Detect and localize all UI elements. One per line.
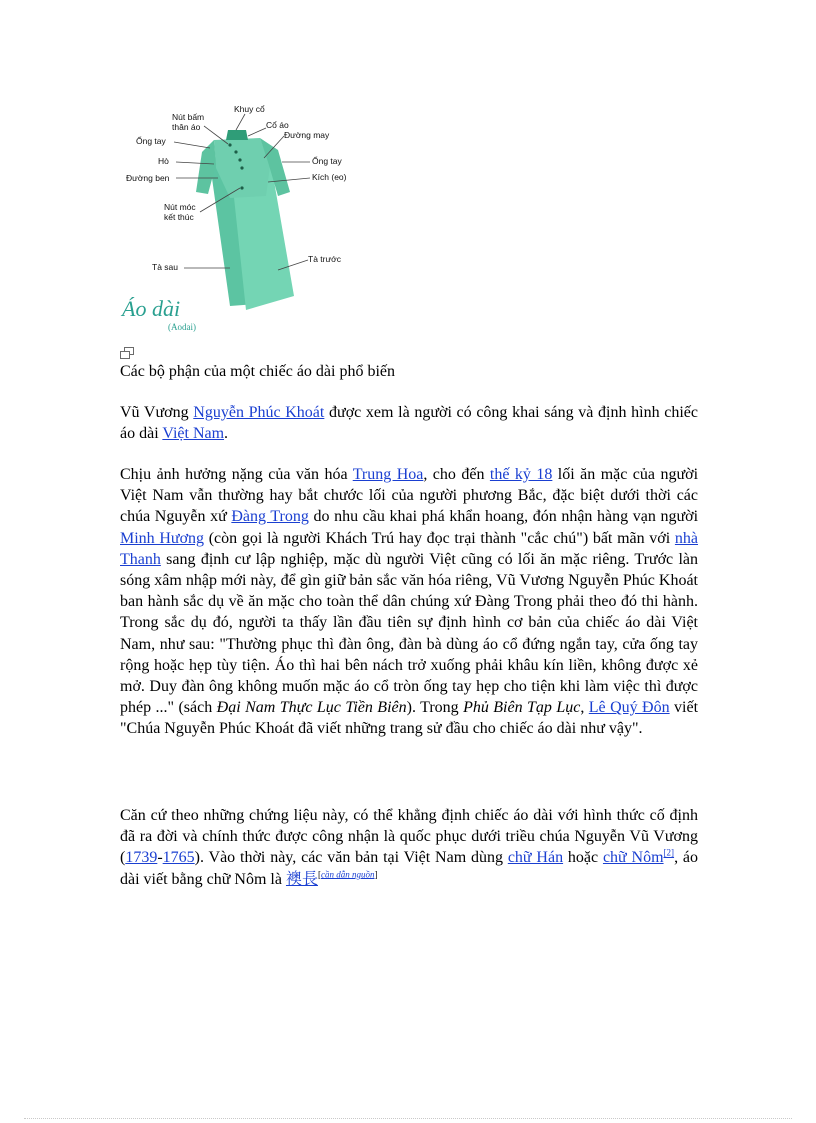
text-run: - [157,849,163,867]
paragraph-2 [120,464,698,740]
citation-needed-link[interactable]: cần dẫn nguồn [320,869,375,880]
label-ong-tay-right: Ống tay [312,156,342,166]
left-sleeve [196,140,216,194]
text-run: , cho đến [423,466,490,483]
text-run: do nhu cầu khai phá khẩn hoang, đón nhận hàng vạn người [308,508,699,526]
label-duong-may: Đường may [284,130,330,140]
text-run: Chịu ảnh hưởng nặng của văn hóa [120,466,353,483]
text-run: ). Vào thời này, các văn bản tại Việt Nam dùng [194,849,508,867]
label-ta-sau: Tà sau [152,262,178,272]
ao-dai-logo: Áo dài [122,296,181,321]
text-run: Vũ Vương [120,404,194,421]
figure-caption: Các bộ phận của một chiếc áo dài phổ biến [120,363,396,380]
ao-dai-diagram-svg [118,100,370,336]
link-viet-nam[interactable]: Việt Nam [162,425,225,443]
text-run: . [224,425,229,443]
link-1739[interactable]: 1739 [125,849,158,867]
text-run: hoặc [563,849,603,867]
label-nut-moc: Nút móc [164,202,196,212]
button-dot [240,166,243,169]
book-title: Đại Nam Thực Lục Tiền Biên [216,699,407,717]
leader-line [248,128,266,136]
label-ho: Hò [158,156,169,166]
label-duong-ben: Đường ben [126,173,170,183]
label-nut-bam: Nút bấm [172,112,205,122]
label-kich: Kích (eo) [312,172,347,182]
enlarge-icon[interactable] [120,347,134,359]
label-khuy-co: Khuy cổ [234,104,265,114]
text-run: viết "Chúa Nguyễn Phúc Khoát đã viết những trang sử đầu cho chiếc áo dài như vậy". [120,699,699,738]
book-title: Phủ Biên Tạp Lục [463,699,581,717]
link-chu-nom[interactable]: chữ Nôm [602,849,664,867]
button-dot [240,186,243,189]
text-run: sang định cư lập nghiệp, mặc dù người Việt cũng có lối ăn mặc riêng. Trước làn sóng xâm nhập mới này, để gìn giữ bản sắc văn hóa riêng, Vũ Vương Nguyễn Phúc Khoát ban hành sắc dụ về ăn mặc cho toàn thể dân chúng xứ Đàng Trong phải theo đó thi hành. Trong sắc dụ đó, người ta thấy lần đầu tiên sự định hình cơ bản của chiếc áo dài Việt Nam, như sau: "Thường phục thì đàn ông, đàn bà dùng áo cổ đứng ngắn tay, cửa ống tay rộng hoặc hẹp tùy tiện. Áo thì hai bên nách trở xuống phải khâu kín liền, không được xẻ mở. Duy đàn ông không muốn mặc áo cổ tròn ống tay hẹp cho tiện khi làm việc thì được phép ..." (sách [120,550,698,717]
footnote-ref[interactable]: [2] [663,848,675,859]
page-bottom-rule [24,1118,792,1119]
label-than-ao: thân áo [172,122,201,132]
label-ket-thuc: kết thúc [164,212,194,222]
leader-line [236,114,245,130]
link-minh-huong[interactable]: Minh Hương [120,529,205,547]
ao-dai-diagram [118,100,370,336]
button-dot [228,143,231,146]
citation-bracket: [ [317,869,321,880]
button-dot [234,150,237,153]
ao-dai-logo-sub: (Aodai) [168,322,196,332]
link-trung-hoa[interactable]: Trung Hoa [352,466,424,483]
text-run: , [580,699,589,717]
label-ta-truoc: Tà trước [308,254,341,264]
text-run: , áo dài viết bằng chữ Nôm là [120,849,698,888]
text-run: lối ăn mặc của người Việt Nam vẫn thường hay bắt chước lối của người phương Bắc, đặc biệt dưới thời các chúa Nguyễn xứ [120,466,699,526]
link-chu-han[interactable]: chữ Hán [507,849,564,867]
link-the-ky-18[interactable]: thế kỷ 18 [489,466,553,483]
link-le-quy-don[interactable]: Lê Quý Đôn [588,699,670,717]
label-ong-tay-left: Ống tay [136,136,166,146]
text-run: được xem là người có công khai sáng và định hình chiếc áo dài [120,404,698,443]
link-nha-thanh[interactable]: nhà Thanh [120,529,699,568]
paragraph-1 [120,402,698,444]
leader-line [174,142,210,148]
link-1765[interactable]: 1765 [162,849,195,867]
link-nguyen-phuc-khoat[interactable]: Nguyễn Phúc Khoát [193,404,325,421]
collar-shape [226,130,248,140]
button-dot [238,158,241,161]
citation-bracket: ] [374,869,378,880]
link-ao-dai-nom[interactable]: 襖長 [285,870,318,888]
link-dang-trong[interactable]: Đàng Trong [231,508,309,526]
label-co-ao: Cổ áo [266,120,289,130]
text-run: (còn gọi là người Khách Trú hay đọc trại thành "cắc chú") bất mãn với [204,529,675,547]
text-run: Căn cứ theo những chứng liệu này, có thể khẳng định chiếc áo dài với hình thức cố định đã ra đời và chính thức được công nhận là quốc phục dưới triều chúa Nguyễn Vũ Vương ( [120,807,698,867]
text-run: ). Trong [406,699,464,717]
paragraph-3 [120,805,698,890]
